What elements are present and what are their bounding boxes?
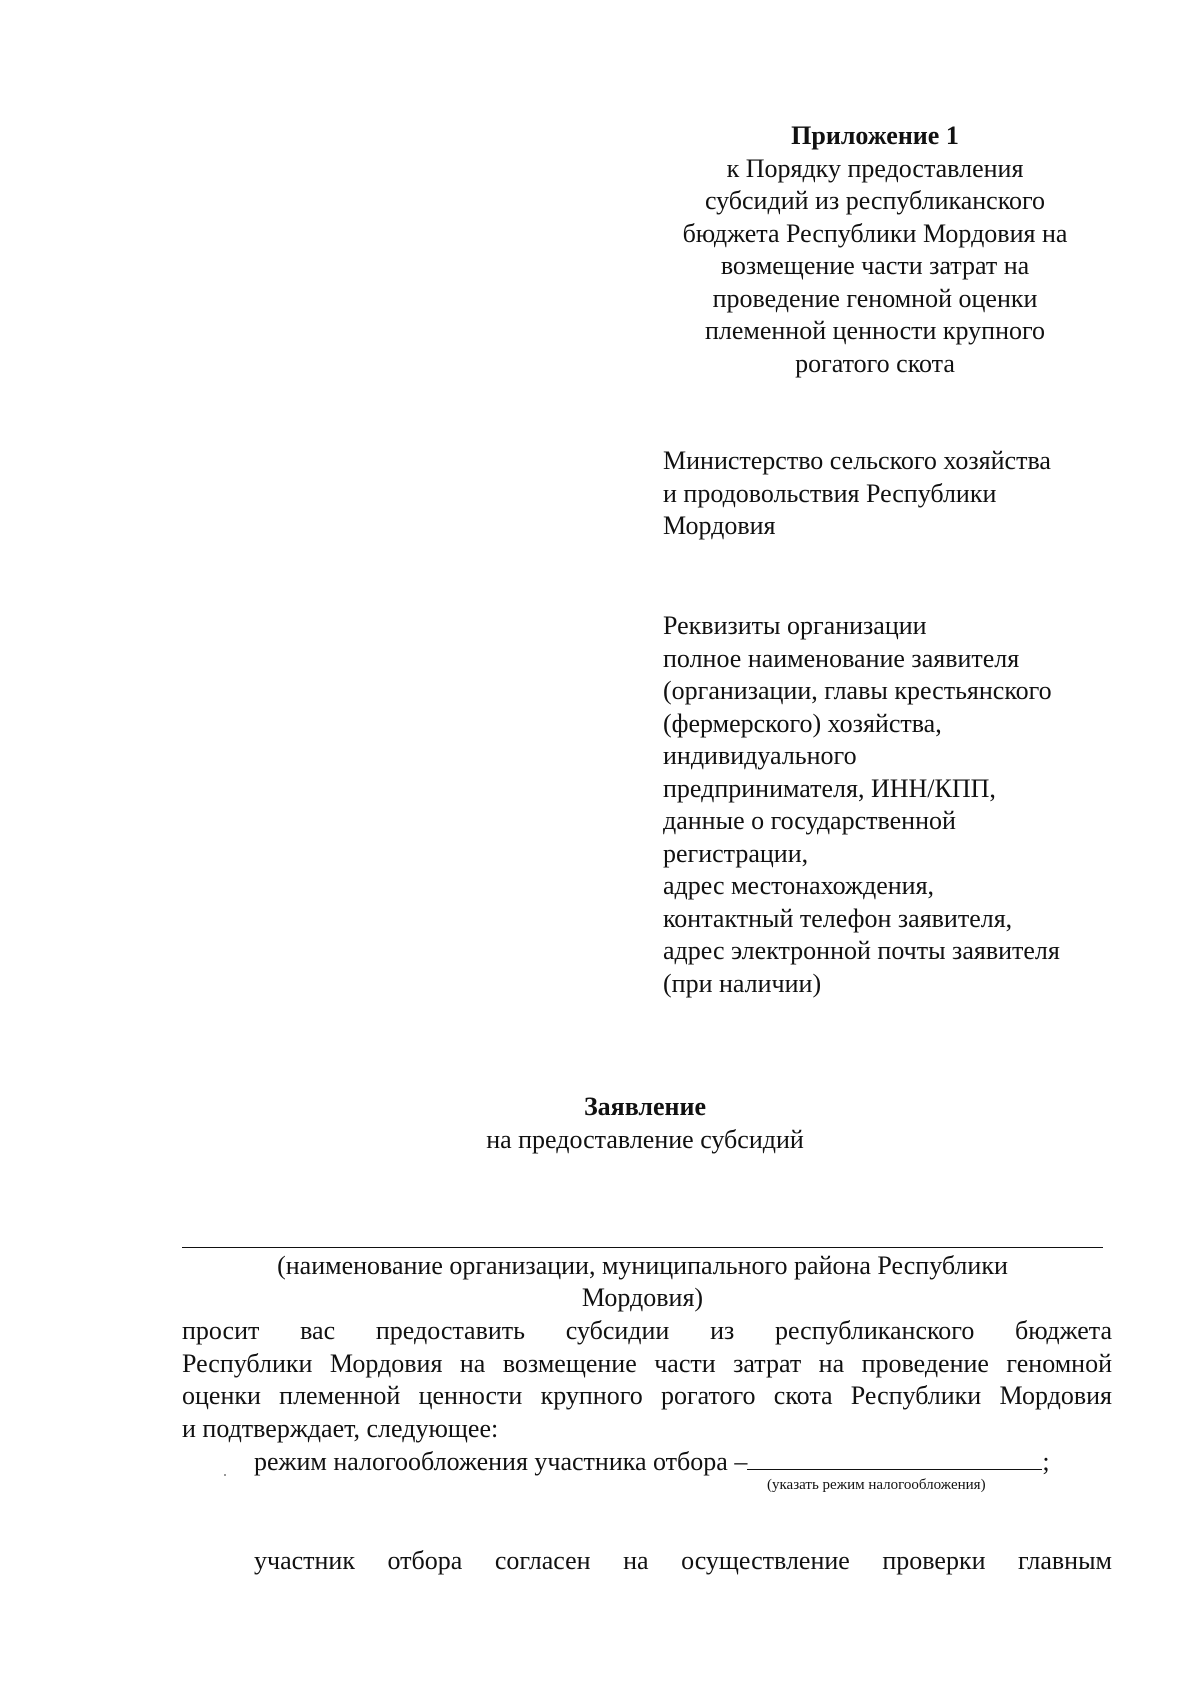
recipient-line: Мордовия — [663, 511, 776, 540]
recipient-block — [663, 445, 1123, 543]
tax-regime-label: режим налогообложения участника отбора – — [254, 1447, 748, 1476]
body-line: и подтверждает, следующее: — [182, 1413, 499, 1443]
appendix-line: племенной ценности крупного — [704, 316, 1046, 345]
appendix-line: рогатого скота — [795, 348, 955, 378]
requisites-line: Реквизиты организации — [663, 611, 927, 640]
agreement-paragraph — [254, 1545, 1112, 1577]
appendix-header — [655, 120, 1095, 380]
requisites-line: (при наличии) — [663, 968, 822, 998]
tax-regime-end-mark: ; — [1042, 1447, 1050, 1476]
tax-regime-caption: (указать режим налогообложения) — [767, 1477, 986, 1493]
requisites-line: (организации, главы крестьянского — [663, 676, 1052, 705]
requisites-line: (фермерского) хозяйства, — [663, 708, 942, 738]
statement-subtitle: на предоставление субсидий — [486, 1125, 804, 1154]
appendix-line: проведение геномной оценки — [712, 283, 1038, 313]
requisites-line: индивидуального — [663, 741, 857, 770]
body-line: оценки племенной ценности крупного рогатого скота Республики Мордовия — [182, 1381, 1112, 1410]
statement-heading — [0, 1090, 1200, 1156]
applicant-caption-line: Мордовия) — [581, 1283, 704, 1312]
applicant-name-caption — [182, 1250, 1103, 1314]
statement-title: Заявление — [583, 1092, 707, 1121]
requisites-line: контактный телефон заявителя, — [663, 903, 1013, 933]
tax-regime-blank[interactable] — [747, 1445, 1042, 1470]
applicant-name-blank-line[interactable] — [182, 1247, 1103, 1248]
recipient-line: и продовольствия Республики — [663, 478, 997, 508]
requisites-line: данные о государственной — [663, 806, 956, 835]
requisites-line: регистрации, — [663, 838, 809, 868]
agreement-line: участник отбора согласен на осуществление проверки главным — [254, 1546, 1112, 1575]
requisites-line: адрес электронной почты заявителя — [663, 936, 1060, 965]
applicant-caption-line: (наименование организации, муниципального района Республики — [277, 1251, 1008, 1280]
requisites-line: предпринимателя, ИНН/КПП, — [663, 773, 996, 803]
request-paragraph — [182, 1315, 1112, 1445]
scan-speck — [224, 1474, 226, 1476]
appendix-line: бюджета Республики Мордовия на — [682, 218, 1068, 248]
appendix-line: возмещение части затрат на — [720, 251, 1030, 280]
body-line: Республики Мордовия на возмещение части затрат на проведение геномной — [182, 1348, 1112, 1378]
requisites-block — [663, 610, 1123, 1000]
appendix-line: к Порядку предоставления — [726, 153, 1024, 183]
tax-regime-row — [254, 1445, 1114, 1478]
appendix-title: Приложение 1 — [791, 121, 959, 150]
body-line: просит вас предоставить субсидии из республиканского бюджета — [182, 1316, 1112, 1345]
recipient-line: Министерство сельского хозяйства — [663, 446, 1051, 475]
requisites-line: полное наименование заявителя — [663, 643, 1020, 673]
appendix-line: субсидий из республиканского — [704, 186, 1046, 215]
requisites-line: адрес местонахождения, — [663, 871, 935, 900]
